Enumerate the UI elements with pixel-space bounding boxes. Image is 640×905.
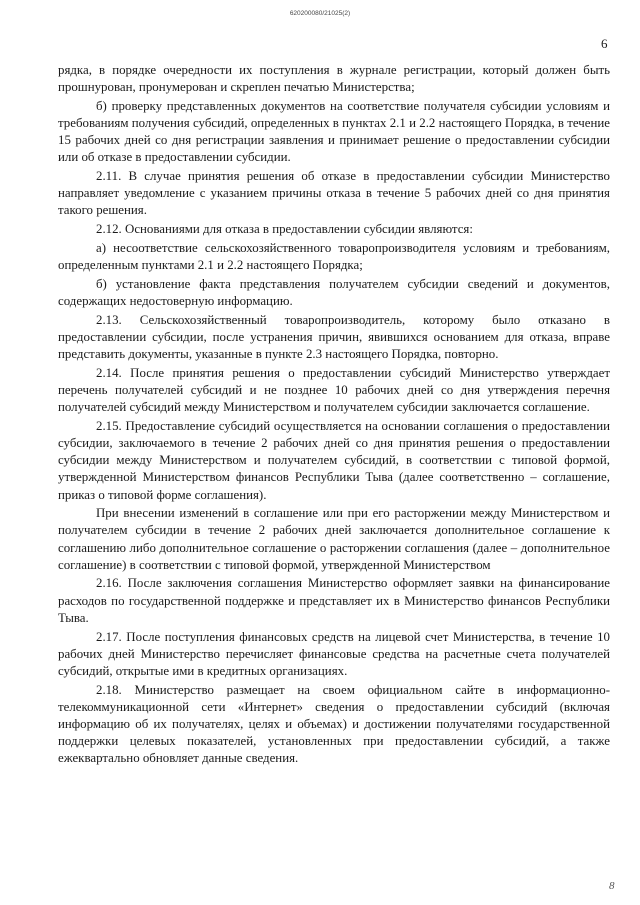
- document-id: 620200080/21025(2): [289, 10, 351, 17]
- paragraph-2-12-b: б) установление факта представления получателем субсидии сведений и документов, содержащих недостоверную информацию.: [58, 276, 610, 308]
- paragraph-2-18: 2.18. Министерство размещает на своем официальном сайте в информационно-телекоммуникационной сети «Интернет» сведения о предоставлении субсидий (включая информацию об их получателях, целях и объемах) и достижении получателями государственной поддержки целевых показателей, установленных при предоставлении субсидий, а также ежеквартально обновляет данные сведения.: [58, 682, 610, 766]
- handwritten-page-mark: 8: [609, 880, 615, 892]
- paragraph-2-17: 2.17. После поступления финансовых средств на лицевой счет Министерства, в течение 10 рабочих дней Министерство перечисляет финансовые средства на расчетные счета получателей субсидий, открытые ими в кредитных организациях.: [58, 629, 610, 678]
- paragraph-2-11: 2.11. В случае принятия решения об отказе в предоставлении субсидии Министерство направляет уведомление с указанием причины отказа в течение 5 рабочих дней со дня принятия такого решения.: [58, 169, 610, 218]
- paragraph-2-16: 2.16. После заключения соглашения Министерство оформляет заявки на финансирование расходов по государственной поддержке и представляет их в Министерство финансов Республики Тыва.: [58, 576, 610, 625]
- paragraph-2-13: 2.13. Сельскохозяйственный товаропроизводитель, которому было отказано в предоставлении субсидии, после устранения причин, явившихся основанием для отказа, вправе представить документы, указанные в пункте 2.3 настоящего Порядка, повторно.: [58, 312, 610, 362]
- paragraph-continuation: рядка, в порядке очередности их поступления в журнале регистрации, который должен быть прошнурован, пронумерован и скреплен печатью Министерства;: [58, 63, 610, 95]
- paragraph-2-15-amendments: При внесении изменений в соглашение или при его расторжении между Министерством и получателем субсидии в течение 2 рабочих дней заключается дополнительное соглашение к соглашению либо дополнительное соглашение о расторжении соглашения (далее – дополнительное соглашение) в соответствии с типовой формой, утвержденной Министерством: [58, 506, 610, 572]
- document-body: [58, 62, 610, 769]
- paragraph-item-b-check: б) проверку представленных документов на соответствие получателя субсидии условиям и требованиям получения субсидий, определенных в пунктах 2.1 и 2.2 настоящего Порядка, в течение 15 рабочих дней со дня регистрации заявления и принимает решение о предоставлении субсидии или об отказе в предоставлении субсидии.: [58, 98, 610, 165]
- paragraph-2-14: 2.14. После принятия решения о предоставлении субсидий Министерство утверждает перечень получателей субсидий и не позднее 10 рабочих дней со дня утверждения перечня получателей субсидий между Министерством и получателем субсидии заключается соглашение.: [58, 365, 610, 415]
- paragraph-2-15: 2.15. Предоставление субсидий осуществляется на основании соглашения о предоставлении субсидии, заключаемого в течение 2 рабочих дней со дня принятия решения о предоставлении субсидии между Министерством и получателем субсидий, в соответствии с типовой формой, утвержденной Министерством финансов Республики Тыва (далее соответственно – соглашение, приказ о типовой форме соглашения).: [58, 418, 610, 502]
- paragraph-2-12-a: а) несоответствие сельскохозяйственного товаропроизводителя условиям и требованиям, определенным пунктами 2.1 и 2.2 настоящего Порядка;: [58, 240, 610, 273]
- page-number: 6: [601, 36, 608, 51]
- paragraph-2-12: 2.12. Основаниями для отказа в предоставлении субсидии являются:: [96, 222, 473, 237]
